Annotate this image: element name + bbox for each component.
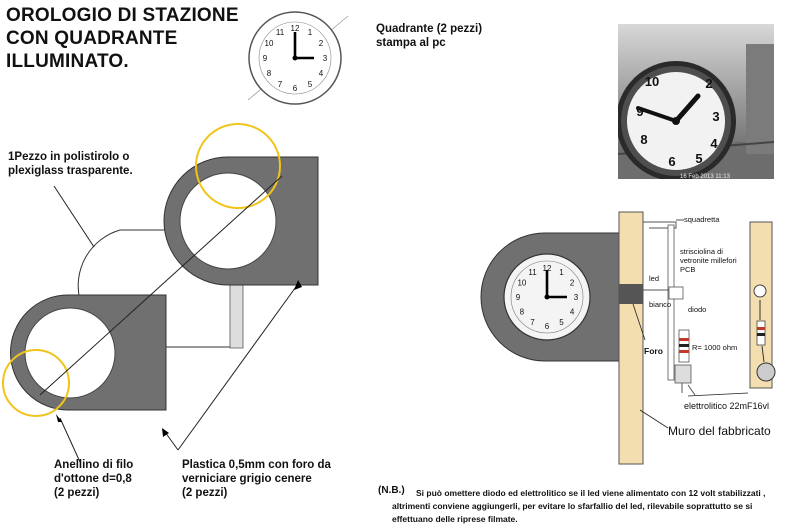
photo-numeral: 9 (636, 104, 644, 119)
wall-label: Muro del fabbricato (668, 424, 771, 438)
clock-numeral: 10 (517, 278, 527, 288)
plate-hole-back (180, 173, 276, 269)
page-title: OROLOGIO DI STAZIONE CON QUADRANTE ILLUMINATO. (6, 5, 239, 72)
clock-numeral: 4 (318, 69, 324, 78)
clock-numeral: 11 (275, 28, 285, 37)
clock-numeral: 1 (559, 267, 564, 277)
foro-label: Foro (644, 346, 663, 356)
pcb-label: strisciolina di vetronite millefori PCB (680, 247, 737, 274)
clock-numeral: 4 (569, 307, 575, 317)
diodo-label: diodo (688, 305, 707, 314)
photo-timestamp: 16 Feb 2013 11:13 (680, 174, 730, 179)
clock-numeral: 8 (266, 69, 272, 78)
clock-numeral: 1 (307, 28, 313, 37)
clock-numeral: 10 (264, 39, 274, 48)
clock-numeral: 9 (262, 54, 268, 63)
photo-numeral: 4 (710, 136, 718, 151)
capacitor-label: elettrolitico 22mF16vl (684, 401, 770, 411)
clock-numeral: 3 (573, 293, 579, 302)
photo-numeral: 8 (640, 132, 648, 147)
clock-numeral: 3 (322, 54, 328, 63)
plastic-label: Plastica 0,5mm con foro da verniciare grigio cenere (2 pezzi) (182, 459, 331, 499)
polystyrene-label: 1Pezzo in polistirolo o plexiglass trasparente. (8, 151, 133, 177)
squadretta-label: squadretta (684, 215, 720, 224)
ring-label: Anellino di filo d'ottone d=0,8 (2 pezzi) (54, 459, 134, 499)
note-prefix: (N.B.) (378, 485, 405, 496)
led-label: led (649, 274, 660, 283)
clock-numeral: 6 (544, 322, 550, 331)
wall-section (619, 212, 643, 464)
clock-numeral: 6 (292, 84, 298, 93)
clock-numeral: 12 (290, 24, 300, 33)
photo-numeral: 3 (712, 109, 720, 124)
dial-note: Quadrante (2 pezzi) stampa al pc (376, 23, 483, 49)
clock-numeral: 2 (318, 39, 324, 48)
clock-numeral: 12 (542, 264, 552, 273)
clock-numeral: 7 (277, 80, 283, 89)
note-text: Si può omettere diodo ed elettrolitico se il led viene alimentato con 12 volt stabilizzati , altrimenti conviene aggiungerli, per evitare lo sfarfallio del led, rilevabile soprattutto se si effettuano delle riprese filmate. (392, 488, 766, 524)
photo-numeral: 5 (695, 151, 703, 166)
clock-numeral: 9 (515, 293, 521, 302)
plate-hole-front (25, 308, 115, 398)
resistor-label: R= 1000 ohm (692, 343, 738, 352)
photo-numeral: 2 (705, 76, 713, 91)
clock-numeral: 8 (519, 307, 525, 317)
clock-numeral: 5 (559, 318, 564, 328)
clock-numeral: 5 (307, 80, 313, 89)
photo-numeral: 10 (644, 74, 660, 89)
photo-numeral: 6 (668, 154, 676, 169)
clock-numeral: 11 (528, 267, 537, 277)
dial-clock-small (248, 12, 348, 104)
led-bianco-label: bianco (649, 300, 672, 309)
clock-numeral: 2 (569, 278, 575, 288)
clock-numeral: 7 (530, 318, 535, 328)
